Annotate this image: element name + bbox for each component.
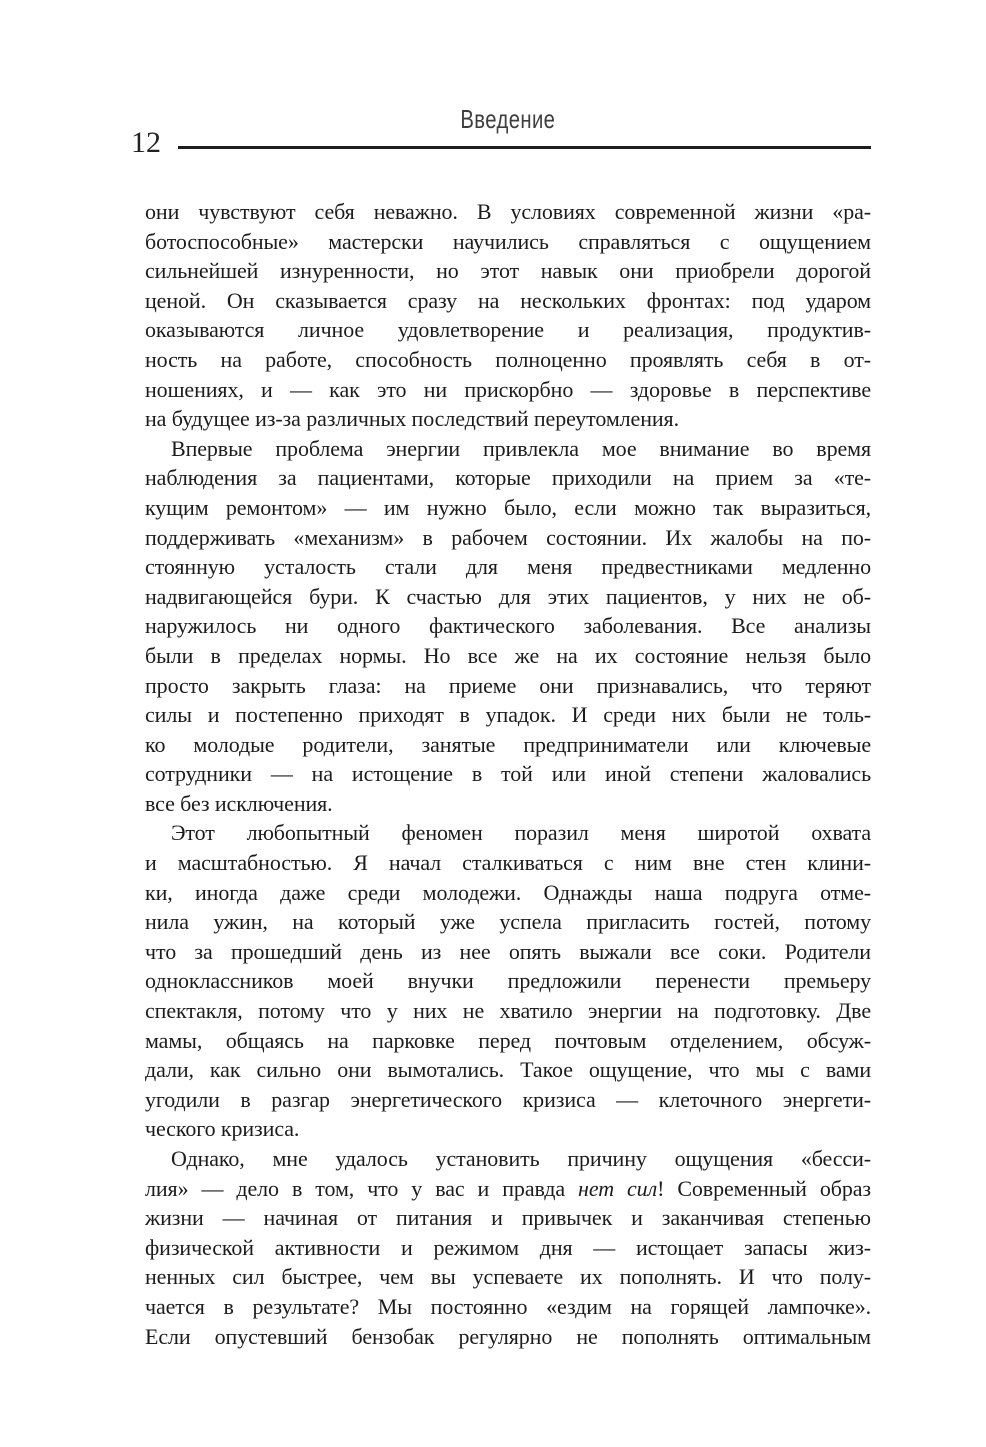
text-line: лия» — дело в том, что у вас и правда нет сил! Современный образ	[145, 1175, 871, 1201]
body-text	[145, 197, 871, 1351]
text-line: наружилось ни одного фактического заболевания. Все анализы	[145, 613, 871, 639]
text-line: ки, иногда даже среди молодежи. Однажды наша подруга отме-	[145, 879, 871, 905]
paragraph	[145, 818, 871, 1144]
text-line: надвигающейся бури. К счастью для этих пациентов, у них не об-	[145, 583, 871, 609]
text-line: ценой. Он сказывается сразу на нескольких фронтах: под ударом	[145, 287, 871, 313]
text-line: Этот любопытный феномен поразил меня широтой охвата	[171, 820, 871, 846]
text-line: Если опустевший бензобак регулярно не пополнять оптимальным	[145, 1323, 871, 1349]
text-line: физической активности и режимом дня — истощает запасы жиз-	[145, 1234, 871, 1260]
page-number: 12	[131, 126, 161, 159]
text-line: силы и постепенно приходят в упадок. И среди них были не толь-	[145, 702, 871, 728]
text-line: все без исключения.	[145, 790, 333, 816]
text-line: ношениях, и — как это ни прискорбно — здоровье в перспективе	[145, 376, 871, 402]
text-line: ность на работе, способность полноценно проявлять себя в от-	[145, 346, 871, 372]
header-divider-rule	[178, 146, 871, 149]
text-line: нила ужин, на который уже успела пригласить гостей, потому	[145, 909, 871, 935]
paragraph	[145, 197, 871, 434]
text-line: оказываются личное удовлетворение и реализация, продуктив-	[145, 317, 871, 343]
text-line: были в пределах нормы. Но все же на их состояние нельзя было	[145, 642, 871, 668]
text-line: кущим ремонтом» — им нужно было, если можно так выразиться,	[145, 494, 871, 520]
text-line: ко молодые родители, занятые предприниматели или ключевые	[145, 731, 871, 757]
text-line: на будущее из-за различных последствий переутомления.	[145, 406, 679, 432]
text-line: поддерживать «механизм» в рабочем состоянии. Их жалобы на по-	[145, 524, 871, 550]
text-line: ботоспособные» мастерски научились справляться с ощущением	[145, 228, 871, 254]
text-line: жизни — начиная от питания и привычек и заканчивая степенью	[145, 1205, 871, 1231]
text-line: ческого кризиса.	[145, 1116, 300, 1142]
text-line: угодили в разгар энергетического кризиса — клеточного энергети-	[145, 1086, 871, 1112]
paragraph	[145, 434, 871, 819]
text-line: мамы, общаясь на парковке перед почтовым отделением, обсуж-	[145, 1027, 871, 1053]
text-line: Впервые проблема энергии привлекла мое внимание во время	[171, 435, 871, 461]
running-header-text: Введение	[460, 104, 556, 134]
text-line: сотрудники — на истощение в той или иной степени жаловались	[145, 761, 871, 787]
text-line: ненных сил быстрее, чем вы успеваете их пополнять. И что полу-	[145, 1264, 871, 1290]
text-line: одноклассников моей внучки предложили перенести премьеру	[145, 968, 871, 994]
text-line: они чувствуют себя неважно. В условиях современной жизни «ра-	[145, 199, 871, 224]
paragraph	[145, 1144, 871, 1351]
running-header	[145, 104, 871, 135]
text-line: дали, как сильно они вымотались. Такое ощущение, что мы с вами	[145, 1057, 871, 1083]
text-line: наблюдения за пациентами, которые приходили на прием за «те-	[145, 465, 871, 491]
text-line: спектакля, потому что у них не хватило энергии на подготовку. Две	[145, 998, 871, 1024]
text-line: чается в результате? Мы постоянно «ездим на горящей лампочке».	[145, 1293, 871, 1319]
text-line: сильнейшей изнуренности, но этот навык они приобрели дорогой	[145, 258, 871, 284]
text-line: и масштабностью. Я начал сталкиваться с ним вне стен клини-	[145, 850, 871, 876]
text-line: стоянную усталость стали для меня предвестниками медленно	[145, 554, 871, 580]
text-line: что за прошедший день из нее опять выжали все соки. Родители	[145, 938, 871, 964]
text-line: просто закрыть глаза: на приеме они признавались, что теряют	[145, 672, 871, 698]
text-line: Однако, мне удалось установить причину ощущения «бесси-	[171, 1146, 871, 1171]
